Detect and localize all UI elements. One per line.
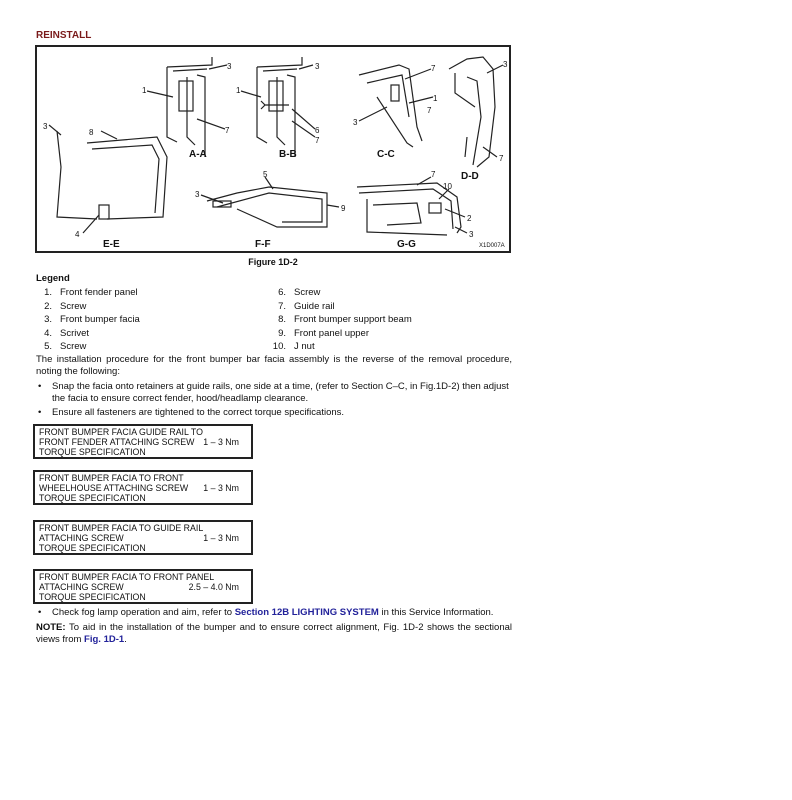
legend-number: 1. — [44, 287, 52, 298]
svg-text:7: 7 — [431, 64, 436, 73]
svg-text:4: 4 — [75, 230, 80, 239]
svg-text:7: 7 — [431, 170, 436, 179]
figure-1d-2 — [35, 45, 511, 253]
section-b-b-drawing — [241, 57, 315, 157]
torque-spec-box — [33, 424, 253, 459]
legend-number: 2. — [44, 300, 52, 312]
legend-title: Legend — [36, 273, 70, 284]
legend-number: 7. — [278, 300, 286, 312]
svg-text:1: 1 — [142, 86, 147, 95]
svg-text:3: 3 — [315, 62, 320, 71]
section-d-d-drawing — [449, 57, 503, 167]
svg-text:1: 1 — [236, 86, 241, 95]
svg-text:3: 3 — [195, 190, 200, 199]
torque-spec-box — [33, 569, 253, 604]
legend-label: Front bumper facia — [60, 314, 140, 326]
spec-line: FRONT FENDER ATTACHING SCREW — [39, 437, 195, 447]
svg-text:9: 9 — [341, 204, 346, 213]
section-label: G-G — [397, 239, 416, 250]
spec-line: FRONT BUMPER FACIA TO FRONT — [39, 473, 184, 483]
legend-label: Front panel upper — [294, 327, 369, 339]
legend-item — [36, 314, 140, 325]
legend-number: 3. — [44, 314, 52, 326]
bullet-item: • Check fog lamp operation and aim, refer to Section 12B LIGHTING SYSTEM in this Service Information. — [38, 607, 494, 618]
torque-spec-box — [33, 520, 253, 555]
spec-line: ATTACHING SCREW — [39, 533, 124, 543]
svg-text:5: 5 — [263, 170, 268, 179]
bullet-text: Snap the facia onto retainers at guide rails, one side at a time, (refer to Section C–C, in Fig.1D-2) then adjust the facia to ensure correct fender, hood/headlamp clearance. — [52, 381, 509, 404]
note-label: NOTE: — [36, 622, 66, 633]
legend-number: 4. — [44, 327, 52, 339]
section-f-f-drawing — [201, 177, 339, 227]
section-e-e-drawing — [49, 125, 167, 233]
svg-text:6: 6 — [315, 126, 320, 135]
bullet-text: Ensure all fasteners are tightened to the correct torque specifications. — [52, 407, 345, 418]
intro-paragraph: The installation procedure for the front bumper bar facia assembly is the reverse of the removal procedure, noting the following: — [36, 354, 512, 377]
legend-label: Front bumper support beam — [294, 314, 412, 326]
spec-line: TORQUE SPECIFICATION — [39, 592, 146, 602]
svg-text:7: 7 — [315, 136, 320, 145]
svg-text:3: 3 — [353, 118, 358, 127]
legend-number: 5. — [44, 341, 52, 353]
svg-text:1: 1 — [433, 94, 438, 103]
torque-value: 2.5 – 4.0 Nm — [188, 582, 239, 592]
svg-text:3: 3 — [503, 60, 508, 69]
note-end: . — [124, 634, 127, 645]
svg-text:7: 7 — [225, 126, 230, 135]
legend-item — [36, 328, 89, 339]
section-label: D-D — [461, 171, 479, 182]
legend-label: Screw — [294, 287, 321, 298]
spec-line: TORQUE SPECIFICATION — [39, 493, 146, 503]
figure-code: X1D007A — [479, 243, 505, 249]
torque-spec-box — [33, 470, 253, 505]
svg-text:2: 2 — [467, 214, 472, 223]
torque-value: 1 – 3 Nm — [203, 437, 239, 447]
lighting-system-link[interactable]: Section 12B LIGHTING SYSTEM — [234, 607, 379, 618]
svg-text:7: 7 — [499, 154, 504, 163]
section-label: A-A — [189, 149, 207, 160]
legend-number: 10. — [272, 341, 286, 353]
spec-line: WHEELHOUSE ATTACHING SCREW — [39, 483, 189, 493]
section-label: C-C — [377, 149, 395, 160]
bullet-item: • Ensure all fasteners are tightened to the correct torque specifications. — [36, 407, 512, 419]
spec-line: FRONT BUMPER FACIA TO FRONT PANEL — [39, 572, 215, 582]
spec-line: TORQUE SPECIFICATION — [39, 543, 146, 553]
legend-item — [270, 287, 320, 298]
legend-label: J nut — [294, 341, 315, 353]
legend-label: Scrivet — [60, 327, 90, 339]
figure-caption: Figure 1D-2 — [248, 257, 298, 267]
legend-item — [36, 287, 138, 298]
legend-number: 8. — [278, 314, 286, 326]
torque-value: 1 – 3 Nm — [203, 533, 239, 543]
torque-value: 1 – 3 Nm — [203, 483, 239, 493]
section-label: E-E — [103, 239, 120, 250]
svg-text:7: 7 — [427, 106, 432, 115]
legend-item — [270, 328, 369, 339]
spec-line: FRONT BUMPER FACIA GUIDE RAIL TO — [39, 427, 203, 437]
spec-line: ATTACHING SCREW — [39, 582, 124, 592]
legend-label: Screw — [60, 300, 87, 312]
svg-text:3: 3 — [43, 122, 48, 131]
fig-1d-1-link[interactable]: Fig. 1D-1 — [84, 634, 125, 645]
svg-text:3: 3 — [227, 62, 232, 71]
spec-line: FRONT BUMPER FACIA TO GUIDE RAIL — [39, 523, 204, 533]
section-c-c-drawing — [359, 65, 433, 147]
note-paragraph — [36, 622, 512, 646]
section-label: F-F — [255, 239, 271, 250]
legend-item — [270, 341, 315, 352]
bullet-item: • Snap the facia onto retainers at guide rails, one side at a time, (refer to Section C–C, in Fig.1D-2) then adjust the facia to ensure correct fender, hood/headlamp clearance. — [36, 381, 512, 405]
legend-label: Screw — [60, 341, 87, 353]
svg-text:3: 3 — [469, 230, 474, 239]
fog-text-end: in this Service Information. — [378, 607, 494, 618]
spec-line: TORQUE SPECIFICATION — [39, 447, 146, 457]
note-text: To aid in the installation of the bumper and to ensure correct alignment, Fig. 1D-2 shows the sectional views from — [36, 622, 512, 645]
callout-numbers — [43, 60, 508, 239]
fog-text: Check fog lamp operation and aim, refer to — [52, 607, 235, 618]
svg-text:8: 8 — [89, 128, 94, 137]
legend-item — [36, 301, 86, 312]
legend-number: 6. — [278, 287, 286, 298]
legend-item — [270, 314, 412, 325]
svg-text:10: 10 — [443, 182, 452, 191]
section-label: B-B — [279, 149, 297, 160]
legend-number: 9. — [278, 327, 286, 339]
legend-item — [270, 301, 335, 312]
legend-label: Guide rail — [294, 300, 335, 312]
section-heading: REINSTALL — [36, 30, 92, 41]
legend-item — [36, 341, 86, 352]
legend-label: Front fender panel — [60, 287, 138, 298]
